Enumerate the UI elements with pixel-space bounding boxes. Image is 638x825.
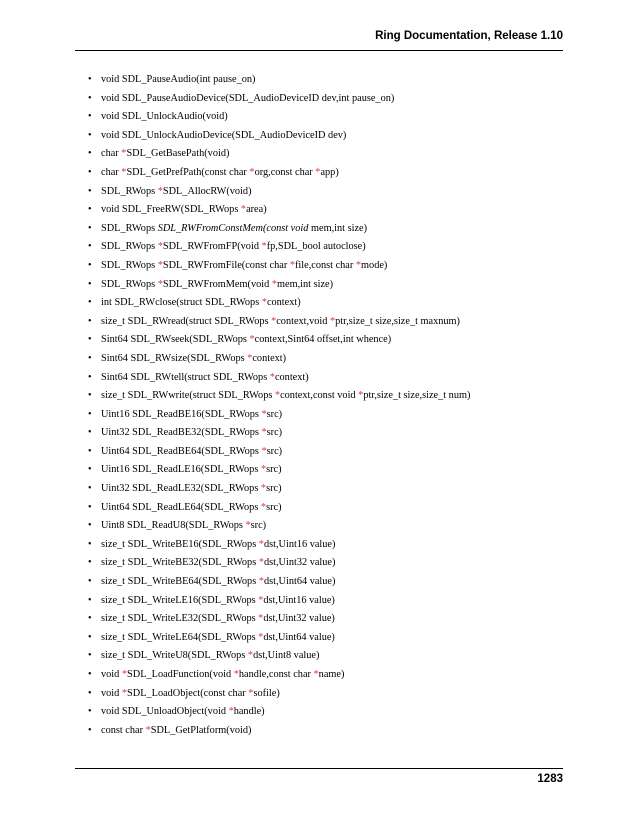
pointer-asterisk: *	[258, 613, 264, 625]
bullet-icon: •	[88, 724, 92, 736]
item-text-segment: org,const char	[254, 166, 316, 178]
bullet-icon: •	[88, 390, 92, 402]
list-item	[0, 573, 470, 592]
item-text-segment: SDL_RWops	[101, 259, 158, 271]
pointer-asterisk: *	[258, 594, 264, 606]
bullet-icon: •	[88, 259, 92, 271]
item-text-segment: Uint16 SDL_ReadBE16(SDL_RWops	[101, 408, 262, 420]
pointer-asterisk: *	[233, 669, 239, 680]
item-text-segment: char	[101, 148, 122, 160]
item-text-segment: context,Sint64 offset,int whence)	[254, 334, 392, 346]
item-text-segment: SDL_RWops	[101, 278, 158, 290]
pointer-asterisk: *	[121, 669, 128, 680]
item-text-segment: void SDL_PauseAudioDevice(SDL_AudioDeviceID dev,int pause_on)	[101, 92, 395, 104]
item-text-segment: Uint32 SDL_ReadLE32(SDL_RWops	[101, 483, 261, 495]
pointer-asterisk: *	[271, 278, 277, 290]
pointer-asterisk: *	[157, 278, 163, 290]
item-text-segment: SDL_RWFromConstMem(const void	[157, 222, 311, 234]
pointer-asterisk: *	[315, 166, 321, 178]
pointer-asterisk: *	[261, 427, 267, 439]
pointer-asterisk: *	[121, 687, 128, 699]
list-item	[0, 666, 470, 685]
item-text-segment: dst,Uint64 value)	[263, 576, 336, 588]
pointer-asterisk: *	[330, 315, 336, 327]
item-text-segment: context,void	[276, 315, 330, 327]
item-text-segment: context)	[266, 297, 301, 309]
item-text-segment: void SDL_FreeRW(SDL_RWops	[101, 204, 241, 216]
item-text-segment: size_t SDL_WriteU8(SDL_RWops	[101, 650, 248, 662]
item-text-segment: Uint64 SDL_ReadBE64(SDL_RWops	[101, 445, 262, 457]
item-text-segment: ptr,size_t size,size_t num)	[363, 390, 471, 402]
item-text-segment: src)	[266, 483, 282, 495]
list-item	[0, 443, 470, 462]
list-item	[0, 71, 470, 90]
bullet-icon: •	[88, 297, 92, 309]
pointer-asterisk: *	[258, 631, 264, 643]
pointer-asterisk: *	[157, 259, 163, 271]
list-item	[0, 127, 470, 146]
bullet-icon: •	[88, 315, 92, 327]
list-item	[0, 201, 470, 220]
pointer-asterisk: *	[249, 166, 255, 178]
list-item	[0, 610, 470, 629]
bullet-icon: •	[88, 520, 92, 532]
item-text-segment: Sint64 SDL_RWtell(struct SDL_RWops	[101, 371, 270, 383]
item-text-segment: handle)	[233, 706, 265, 718]
list-item	[0, 554, 470, 573]
list-item	[0, 257, 470, 276]
bullet-icon: •	[88, 464, 92, 476]
item-text-segment: SDL_RWops	[101, 222, 158, 234]
bullet-icon: •	[88, 334, 92, 346]
item-text-segment: size_t SDL_WriteBE32(SDL_RWops	[101, 557, 259, 569]
header-rule	[75, 50, 563, 51]
list-item	[0, 406, 470, 425]
pointer-asterisk: *	[240, 204, 247, 216]
pointer-asterisk: *	[355, 259, 362, 271]
pointer-asterisk: *	[121, 166, 127, 178]
bullet-icon: •	[88, 669, 92, 680]
item-text-segment: void SDL_UnlockAudioDevice(SDL_AudioDeviceID dev)	[101, 129, 347, 141]
pointer-asterisk: *	[260, 501, 267, 513]
pointer-asterisk: *	[289, 259, 295, 271]
pointer-asterisk: *	[271, 315, 277, 327]
item-text-segment: size_t SDL_WriteLE16(SDL_RWops	[101, 594, 259, 606]
list-item	[0, 629, 470, 648]
item-text-segment: handle,const char	[238, 669, 314, 680]
pointer-asterisk: *	[261, 445, 267, 457]
pointer-asterisk: *	[261, 241, 267, 253]
list-item	[0, 183, 470, 202]
item-text-segment: Uint32 SDL_ReadBE32(SDL_RWops	[101, 427, 262, 439]
bullet-icon: •	[88, 111, 92, 123]
bullet-icon: •	[88, 557, 92, 569]
item-text-segment: src)	[266, 408, 283, 420]
pointer-asterisk: *	[261, 297, 267, 309]
item-text-segment: void	[101, 687, 122, 699]
item-text-segment: size_t SDL_WriteBE16(SDL_RWops	[101, 538, 259, 550]
bullet-icon: •	[88, 594, 92, 606]
pointer-asterisk: *	[274, 390, 281, 402]
item-text-segment: ptr,size_t size,size_t maxnum)	[335, 315, 460, 327]
list-item	[0, 387, 470, 406]
item-text-segment: context)	[252, 352, 287, 364]
bullet-icon: •	[88, 613, 92, 625]
list-item	[0, 331, 470, 350]
list-item	[0, 499, 470, 518]
item-text-segment: void SDL_PauseAudio(int pause_on)	[101, 74, 256, 85]
item-text-segment: SDL_AllocRW(void)	[162, 185, 252, 197]
list-item	[0, 276, 470, 295]
item-text-segment: SDL_GetPrefPath(const char	[126, 166, 250, 178]
item-text-segment: SDL_LoadObject(const char	[127, 687, 249, 699]
item-text-segment: SDL_RWops	[101, 241, 158, 253]
bullet-icon: •	[88, 706, 92, 718]
pointer-asterisk: *	[157, 185, 163, 197]
item-text-segment: SDL_RWFromFile(const char	[162, 259, 290, 271]
bullet-icon: •	[88, 427, 92, 439]
item-text-segment: SDL_RWops	[101, 185, 158, 197]
item-text-segment: void SDL_UnloadObject(void	[101, 706, 229, 718]
bullet-icon: •	[88, 92, 92, 104]
bullet-icon: •	[88, 631, 92, 643]
bullet-icon: •	[88, 538, 92, 550]
running-header-title: Ring Documentation, Release 1.10	[375, 30, 563, 42]
item-text-segment: void SDL_UnlockAudio(void)	[101, 111, 228, 123]
pointer-asterisk: *	[258, 576, 264, 588]
bullet-icon: •	[88, 687, 92, 699]
item-text-segment: src)	[266, 427, 283, 439]
item-text-segment: mem,int size)	[310, 222, 368, 234]
list-item	[0, 294, 470, 313]
pointer-asterisk: *	[260, 464, 267, 476]
item-text-segment: context)	[274, 371, 309, 383]
pointer-asterisk: *	[261, 408, 267, 420]
page-number: 1283	[537, 773, 563, 785]
item-text-segment: src)	[250, 520, 267, 532]
bullet-icon: •	[88, 129, 92, 141]
item-text-segment: size_t SDL_WriteLE64(SDL_RWops	[101, 631, 259, 643]
bullet-icon: •	[88, 222, 92, 234]
bullet-icon: •	[88, 445, 92, 457]
bullet-icon: •	[88, 74, 92, 85]
item-text-segment: src)	[266, 464, 282, 476]
pointer-asterisk: *	[145, 724, 151, 736]
list-item	[0, 90, 470, 109]
list-item	[0, 517, 470, 536]
item-text-segment: char	[101, 166, 122, 178]
pointer-asterisk: *	[358, 390, 364, 402]
list-item	[0, 703, 470, 722]
item-text-segment: SDL_GetBasePath(void)	[126, 148, 230, 160]
bullet-icon: •	[88, 483, 92, 495]
pointer-asterisk: *	[247, 650, 254, 662]
function-list	[0, 71, 470, 740]
item-text-segment: name)	[318, 669, 345, 680]
item-text-segment: SDL_GetPlatform(void)	[150, 724, 252, 736]
pointer-asterisk: *	[260, 483, 267, 495]
item-text-segment: const char	[101, 724, 146, 736]
pointer-asterisk: *	[247, 352, 253, 364]
item-text-segment: size_t SDL_WriteLE32(SDL_RWops	[101, 613, 259, 625]
list-item	[0, 647, 470, 666]
item-text-segment: dst,Uint32 value)	[263, 613, 335, 625]
bullet-icon: •	[88, 148, 92, 160]
bullet-icon: •	[88, 241, 92, 253]
footer-rule	[75, 768, 563, 769]
pointer-asterisk: *	[248, 687, 254, 699]
item-text-segment: mem,int size)	[276, 278, 334, 290]
item-text-segment: src)	[266, 445, 283, 457]
item-text-segment: int SDL_RWclose(struct SDL_RWops	[101, 297, 262, 309]
item-text-segment: Uint8 SDL_ReadU8(SDL_RWops	[101, 520, 246, 532]
item-text-segment: Sint64 SDL_RWseek(SDL_RWops	[101, 334, 250, 346]
item-text-segment: Uint64 SDL_ReadLE64(SDL_RWops	[101, 501, 261, 513]
list-item	[0, 592, 470, 611]
pointer-asterisk: *	[258, 557, 264, 569]
item-text-segment: mode)	[361, 259, 388, 271]
list-item	[0, 313, 470, 332]
item-text-segment: Sint64 SDL_RWsize(SDL_RWops	[101, 352, 248, 364]
list-item	[0, 685, 470, 704]
list-item	[0, 722, 470, 741]
list-item	[0, 461, 470, 480]
list-item	[0, 369, 470, 388]
item-text-segment: void	[101, 669, 122, 680]
item-text-segment: dst,Uint16 value)	[263, 594, 335, 606]
item-text-segment: SDL_RWFromMem(void	[162, 278, 272, 290]
bullet-icon: •	[88, 576, 92, 588]
item-text-segment: size_t SDL_RWread(struct SDL_RWops	[101, 315, 272, 327]
item-text-segment: size_t SDL_WriteBE64(SDL_RWops	[101, 576, 259, 588]
bullet-icon: •	[88, 278, 92, 290]
bullet-icon: •	[88, 166, 92, 178]
list-item	[0, 145, 470, 164]
bullet-icon: •	[88, 352, 92, 364]
bullet-icon: •	[88, 204, 92, 216]
bullet-icon: •	[88, 408, 92, 420]
pointer-asterisk: *	[269, 371, 275, 383]
item-text-segment: dst,Uint16 value)	[263, 538, 336, 550]
item-text-segment: SDL_LoadFunction(void	[127, 669, 234, 680]
item-text-segment: Uint16 SDL_ReadLE16(SDL_RWops	[101, 464, 261, 476]
list-item	[0, 536, 470, 555]
bullet-icon: •	[88, 650, 92, 662]
pointer-asterisk: *	[249, 334, 255, 346]
item-text-segment: SDL_RWFromFP(void	[162, 241, 262, 253]
item-text-segment: area)	[246, 204, 267, 216]
item-text-segment: src)	[266, 501, 282, 513]
item-text-segment: dst,Uint64 value)	[263, 631, 335, 643]
list-item	[0, 164, 470, 183]
pointer-asterisk: *	[121, 148, 127, 160]
item-text-segment: size_t SDL_RWwrite(struct SDL_RWops	[101, 390, 275, 402]
list-item	[0, 424, 470, 443]
item-text-segment: file,const char	[294, 259, 356, 271]
bullet-icon: •	[88, 371, 92, 383]
item-text-segment: sofile)	[253, 687, 280, 699]
item-text-segment: fp,SDL_bool autoclose)	[266, 241, 366, 253]
list-item	[0, 238, 470, 257]
bullet-icon: •	[88, 185, 92, 197]
item-text-segment: dst,Uint8 value)	[253, 650, 320, 662]
pointer-asterisk: *	[245, 520, 251, 532]
item-text-segment: context,const void	[280, 390, 359, 402]
bullet-icon: •	[88, 501, 92, 513]
list-item	[0, 220, 470, 239]
list-item	[0, 350, 470, 369]
pointer-asterisk: *	[228, 706, 234, 718]
pointer-asterisk: *	[258, 538, 264, 550]
list-item	[0, 108, 470, 127]
pointer-asterisk: *	[157, 241, 163, 253]
item-text-segment: dst,Uint32 value)	[263, 557, 336, 569]
pointer-asterisk: *	[313, 669, 319, 680]
item-text-segment: app)	[320, 166, 339, 178]
list-item	[0, 480, 470, 499]
